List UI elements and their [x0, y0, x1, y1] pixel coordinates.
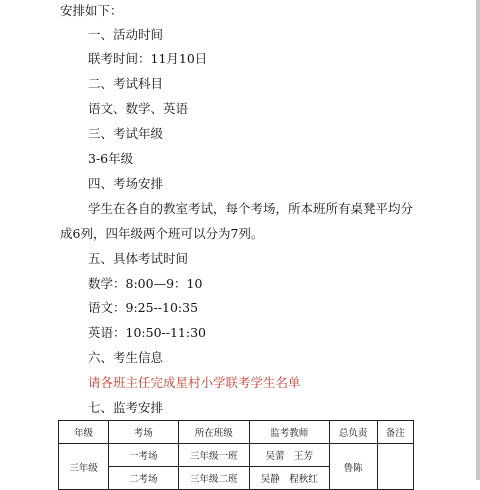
cell-lead: 鲁陈 — [329, 444, 377, 490]
room-arrangement-line1: 学生在各自的教室考试，每个考场，所本班所有桌凳平均分 — [88, 201, 414, 216]
grades-text: 3-6年级 — [88, 151, 134, 166]
student-list-notice: 请各班主任完成星村小学联考学生名单 — [88, 375, 301, 390]
page-edge — [476, 0, 480, 480]
table-row — [59, 444, 414, 467]
math-time: 数学：8:00—9：10 — [88, 276, 203, 291]
cell-teachers: 吴静 程秋红 — [250, 467, 330, 490]
col-class: 所在班级 — [178, 421, 249, 444]
col-room: 考场 — [109, 421, 179, 444]
intro-text: 安排如下： — [60, 3, 123, 18]
heading-proctor-arrangement: 七、监考安排 — [88, 400, 164, 415]
heading-grades: 三、考试年级 — [88, 126, 164, 141]
cell-teachers: 吴蕾 王芳 — [250, 444, 330, 467]
english-time: 英语：10:50--11:30 — [88, 325, 206, 340]
table-header-row — [59, 421, 414, 444]
cell-grade: 三年级 — [59, 444, 109, 490]
heading-student-info: 六、考生信息 — [88, 350, 164, 365]
heading-exam-times: 五、具体考试时间 — [88, 251, 189, 266]
cell-class: 三年级一班 — [178, 444, 249, 467]
col-teachers: 监考教师 — [250, 421, 330, 444]
cell-room: 一考场 — [109, 444, 179, 467]
cell-room: 二考场 — [109, 467, 179, 490]
exam-date: 联考时间：11月10日 — [88, 51, 208, 66]
col-note: 备注 — [377, 421, 413, 444]
heading-activity-time: 一、活动时间 — [88, 27, 164, 42]
heading-room-arrangement: 四、考场安排 — [88, 176, 164, 191]
col-grade: 年级 — [59, 421, 109, 444]
room-arrangement-line2: 成6列，四年级两个班可以分为7列。 — [60, 226, 264, 241]
cell-note — [377, 444, 413, 490]
col-lead: 总负责 — [329, 421, 377, 444]
chinese-time: 语文：9:25--10:35 — [88, 300, 199, 315]
cell-class: 三年级二班 — [178, 467, 249, 490]
subjects-text: 语文、数学、英语 — [88, 101, 189, 116]
heading-subjects: 二、考试科目 — [88, 76, 164, 91]
